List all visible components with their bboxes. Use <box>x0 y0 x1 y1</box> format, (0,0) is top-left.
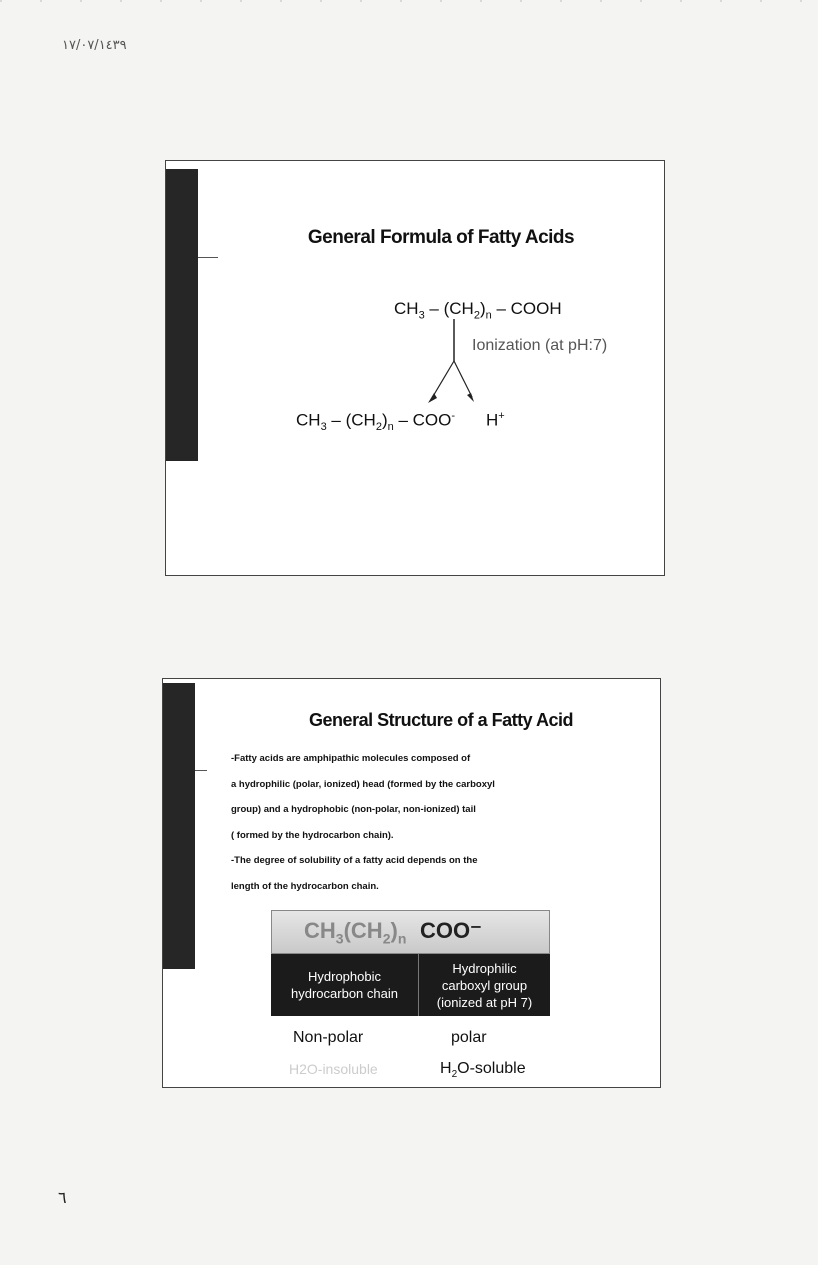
figure-formula-band <box>271 910 550 954</box>
nonpolar-label: Non-polar <box>293 1029 364 1046</box>
fatty-acid-structure-figure <box>271 910 550 1016</box>
slide-general-formula <box>165 160 665 576</box>
page-date: ١٧/٠٧/١٤٣٩ <box>62 38 127 53</box>
slide-title: General Structure of a Fatty Acid <box>309 710 573 730</box>
insoluble-label: H2O-insoluble <box>289 1061 378 1077</box>
ionization-arrows <box>414 313 474 413</box>
body-line: -The degree of solubility of a fatty acid depends on the <box>231 855 478 866</box>
slide-side-bar <box>166 169 198 461</box>
body-line: ( formed by the hydrocarbon chain). <box>231 829 394 841</box>
slide-side-tick <box>198 257 218 258</box>
slide-general-structure <box>162 678 661 1088</box>
fatty-acid-formula: $CH_3 - (CH_2)_n$ – COOH <box>394 299 562 322</box>
figure-label-band <box>271 954 550 1016</box>
ionization-label: Ionization (at pH:7) <box>472 337 608 354</box>
hydrophobic-label: Hydrophobic hydrocarbon chain <box>271 954 419 1016</box>
polar-label: polar <box>451 1029 487 1046</box>
slide-side-bar <box>163 683 195 969</box>
figure-chain-formula: $CH_3(CH_2)_n$ <box>304 918 407 947</box>
proton-formula: H+ <box>486 410 505 430</box>
fatty-acid-anion-formula: $CH_3 - (CH_2)_n - COO^-$ <box>296 410 456 434</box>
body-line: -Fatty acids are amphipathic molecules composed of <box>231 753 471 764</box>
slide-body-text <box>231 746 531 899</box>
soluble-label: $H_2O$-soluble <box>440 1060 526 1081</box>
body-line: group) and a hydrophobic (non-polar, non-ionized) tail <box>231 804 476 815</box>
page-number: ٦ <box>58 1188 67 1207</box>
scan-noise <box>0 0 818 2</box>
slide-title: General Formula of Fatty Acids <box>307 227 575 248</box>
body-line: length of the hydrocarbon chain. <box>231 880 379 892</box>
figure-carboxyl-formula: COO⁻ <box>420 918 482 943</box>
slide-side-tick <box>195 770 207 771</box>
hydrophilic-label: Hydrophilic carboxyl group (ionized at pH 7) <box>436 960 533 1010</box>
body-line: a hydrophilic (polar, ionized) head (formed by the carboxyl <box>231 778 495 790</box>
